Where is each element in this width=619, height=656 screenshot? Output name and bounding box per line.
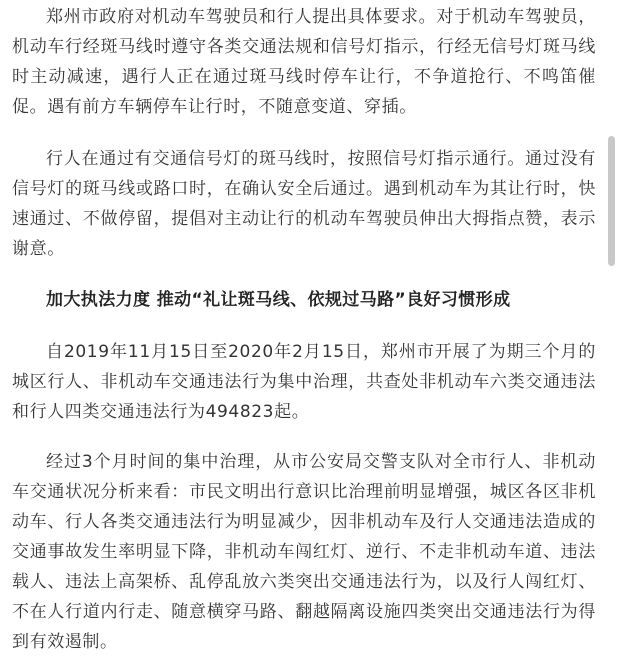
article-paragraph: 行人在通过有交通信号灯的斑马线时，按照信号灯指示通行。通过没有信号灯的斑马线或路口时，在确认安全后通过。遇到机动车为其让行时，快速通过、不做停留，提倡对主动让行的机动车驾驶员伸出大拇指点赞，表示谢意。 <box>12 149 596 259</box>
article-paragraph: 经过3个月时间的集中治理，从市公安局交警支队对全市行人、非机动车交通状况分析来看：市民文明出行意识比治理前明显增强，城区各区非机动车、行人各类交通违法行为明显减少，因非机动车及行人交通违法造成的交通事故发生率明显下降，非机动车闯红灯、逆行、不走非机动车道、违法载人、违法上高架桥、乱停乱放六类突出交通违法行为，以及行人闯红灯、不在人行道内行走、随意横穿马路、翻越隔离设施四类突出交通违法行为得到有效遏制。 <box>12 452 596 652</box>
vertical-scrollbar[interactable] <box>605 0 619 656</box>
article-paragraph: 自2019年11月15日至2020年2月15日，郑州市开展了为期三个月的城区行人、非机动车交通违法行为集中治理，共查处非机动车六类交通违法和行人四类交通违法行为494823起。 <box>12 342 596 422</box>
scrollbar-thumb[interactable] <box>608 136 615 266</box>
section-heading: 加大执法力度 推动“礼让斑马线、依规过马路”良好习惯形成 <box>46 290 511 310</box>
article-paragraph: 郑州市政府对机动车驾驶员和行人提出具体要求。对于机动车驾驶员，机动车行经斑马线时遵守各类交通法规和信号灯指示，行经无信号灯斑马线时主动减速，遇行人正在通过斑马线时停车让行，不争道抢行、不鸣笛催促。遇有前方车辆停车让行时，不随意变道、穿插。 <box>12 7 596 117</box>
